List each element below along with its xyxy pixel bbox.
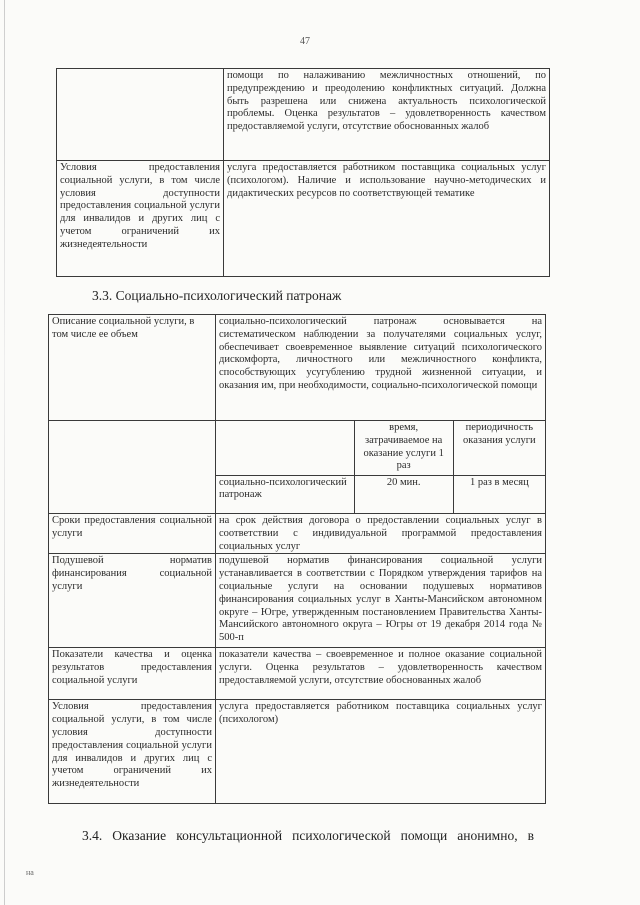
table-cell: помощи по налаживанию межличностных отношений, по предупреждению и преодолению конфликтных ситуаций. Должна быть разрешена или снижена актуальность психологической проблемы. Оценка результатов – удовлетворенность качеством предоставляемой услуги, отсутствие обоснованных жалоб: [224, 69, 550, 161]
table-cell: услуга предоставляется работником поставщика социальных услуг (психологом). Наличие и использование научно-методических и дидактических ресурсов по соответствующей тематике: [224, 161, 550, 277]
table-row: [49, 421, 546, 514]
table-cell: подушевой норматив финансирования социальной услуги устанавливается в соответствии с Порядком утверждения тарифов на социальные услуги на основании подушевых нормативов финансирования социальных услуг в Ханты-Мансийском автономном округе – Югре, утвержденным постановлением Правительства Ханты-Мансийского автономного округа – Югры от 19 декабря 2014 года № 500-п: [216, 554, 546, 648]
table-cell: Описание социальной услуги, в том числе ее объем: [49, 315, 216, 421]
table-header: время, затрачиваемое на оказание услуги 1 раз: [354, 421, 453, 475]
table-cell: показатели качества – своевременное и полное оказание социальной услуги. Оценка результатов – удовлетворенность качеством предоставляемой услуги, отсутствие обоснованных жалоб: [216, 648, 546, 700]
margin-note: на: [26, 868, 34, 877]
table-cell: Сроки предоставления социальной услуги: [49, 514, 216, 554]
table-cell-empty: [49, 421, 216, 514]
table-cell-empty: [216, 421, 354, 475]
table-cell: Показатели качества и оценка результатов предоставления социальной услуги: [49, 648, 216, 700]
table-row: [49, 315, 546, 421]
table-cell: [216, 421, 546, 514]
table-cell: Подушевой норматив финансирования социальной услуги: [49, 554, 216, 648]
table-cell: 1 раз в месяц: [453, 475, 545, 513]
section-heading: 3.4. Оказание консультационной психологической помощи анонимно, в: [82, 828, 534, 843]
table-row: [49, 648, 546, 700]
table-cell: социально-психологический патронаж: [216, 475, 354, 513]
table-row: [49, 514, 546, 554]
table-cell: 20 мин.: [354, 475, 453, 513]
table-cell: социально-психологический патронаж основывается на систематическом наблюдении за получателями социальных услуг, обеспечивает своевременное выявление ситуаций психологического дискомфорта, личностного или межличностного конфликта, способствующих усугублению трудной жизненной ситуации, и оказания им, при необходимости, социально-психологической помощи: [216, 315, 546, 421]
table-row: [216, 475, 545, 513]
table-cell: Условия предоставления социальной услуги, в том числе условия доступности предоставления социальной услуги для инвалидов и других лиц с учетом ограничений их жизнедеятельности: [57, 161, 224, 277]
service-table: [48, 314, 546, 804]
scan-edge: [4, 0, 5, 905]
table-row: [57, 69, 550, 161]
table-row: [49, 700, 546, 804]
table-cell: услуга предоставляется работником поставщика социальных услуг (психологом): [216, 700, 546, 804]
table-cell: Условия предоставления социальной услуги, в том числе условия доступности предоставления социальной услуги для инвалидов и других лиц с учетом ограничений их жизнедеятельности: [49, 700, 216, 804]
page-number: 47: [300, 36, 310, 47]
table-header: периодичность оказания услуги: [453, 421, 545, 475]
top-table: [56, 68, 550, 277]
table-row: [216, 421, 545, 475]
inner-table: [216, 421, 545, 513]
table-row: [49, 554, 546, 648]
table-row: [57, 161, 550, 277]
table-cell: на срок действия договора о предоставлении социальных услуг в соответствии с индивидуальной программой предоставления социальных услуг: [216, 514, 546, 554]
section-heading: 3.3. Социально-психологический патронаж: [92, 288, 342, 303]
table-cell-empty: [57, 69, 224, 161]
